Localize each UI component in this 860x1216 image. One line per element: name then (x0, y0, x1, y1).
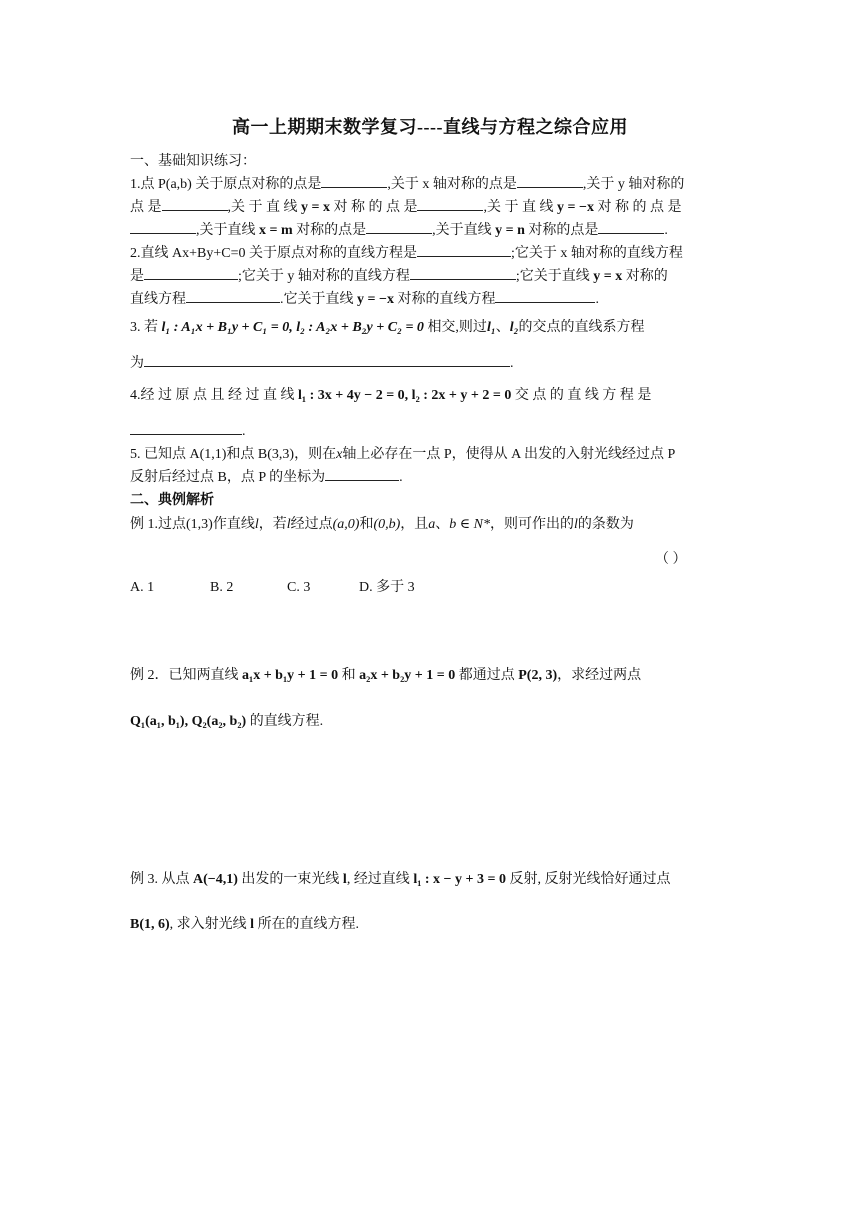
answer-blank (144, 265, 238, 280)
answer-blank (598, 219, 664, 234)
points: Q₁(a₁, b₁), Q₂(a₂, b₂) (130, 714, 247, 729)
question-4-answer: . (130, 420, 730, 443)
example-3-line-2: B(1, 6), 求入射光线 l 所在的直线方程. (130, 917, 360, 932)
section-heading-examples: 二、典例解析 (130, 493, 214, 508)
example-3: 例 3. 从点 A(−4,1) 出发的一束光线 l, 经过直线 l₁ : x − y + 3 = 0 反射, 反射光线恰好通过点 (130, 872, 671, 887)
answer-blank (130, 219, 196, 234)
equation: a₁x + b₁y + 1 = 0 (242, 668, 339, 683)
answer-blank (325, 466, 399, 481)
answer-blank (186, 288, 280, 303)
answer-blank (410, 265, 516, 280)
equation: y = n (495, 223, 525, 238)
answer-blank (321, 173, 387, 188)
equation: a₂x + b₂y + 1 = 0 (359, 668, 456, 683)
answer-blank (495, 288, 595, 303)
question-3: 3. 若 l₁ : A₁x + B₁y + C₁ = 0, l₂ : A₂x + B₂y + C₂ = 0 相交,则过l₁、l₂的交点的直线系方程 (130, 320, 645, 335)
answer-blank (162, 196, 228, 211)
equation: y = x (301, 200, 330, 215)
option-a: A. 1 (130, 580, 155, 595)
equation: y = −x (556, 200, 594, 215)
answer-blank (417, 242, 511, 257)
question-5: 5. 已知点 A(1,1)和点 B(3,3)，则在x轴上必存在一点 P，使得从 A 出发的入射光线经过点 P 反射后经过点 B，点 P 的坐标为 . (130, 447, 676, 485)
answer-blank (517, 173, 583, 188)
example-2: 例 2．已知两直线 a₁x + b₁y + 1 = 0 和 a₂x + b₂y + 1 = 0 都通过点 P(2, 3)，求经过两点 (130, 668, 642, 683)
example-1-options (130, 576, 730, 599)
question-2: 2.直线 Ax+By+C=0 关于原点对称的直线方程是 ;它关于 x 轴对称的直线方程 是 ;它关于 y 轴对称的直线方程 ;它关于直线 y = x 对称的 直线方程 .它关于直线 y = −x 对称的直线方程 . (130, 242, 730, 311)
answer-blank (366, 219, 432, 234)
equation: y = −x (357, 292, 394, 307)
answer-blank (144, 352, 510, 367)
question-3-answer: 为 . (130, 352, 730, 375)
option-c: C. 3 (287, 580, 311, 595)
point: P(2, 3) (518, 668, 558, 683)
page-title: 高一上期期末数学复习----直线与方程之综合应用 (232, 117, 628, 137)
answer-blank (417, 196, 483, 211)
option-b: B. 2 (210, 580, 234, 595)
equation: l₁ : x − y + 3 = 0 (413, 872, 506, 887)
question-1: 1.点 P(a,b) 关于原点对称的点是 ,关于 x 轴对称的点是 ,关于 y 轴对称的 点 是 ,关 于 直 线 y = x 对 称 的 点 是 ,关 于 直 线 y = −x 对 称 的 点 是 ,关于直线 x = m 对称的点是 ,关于直线 y = n 对称的点是 . (130, 173, 730, 242)
equation: x = m (259, 223, 293, 238)
answer-parentheses: （ ） (655, 552, 687, 567)
answer-blank (130, 420, 242, 435)
section-heading-basics: 一、基础知识练习： (130, 154, 256, 169)
example-2-line-2: Q₁(a₁, b₁), Q₂(a₂, b₂) 的直线方程. (130, 714, 324, 729)
question-4: 4.经 过 原 点 且 经 过 直 线 l₁ : 3x + 4y − 2 = 0, l₂ : 2x + y + 2 = 0 交 点 的 直 线 方 程 是 (130, 388, 652, 403)
example-1: 例 1.过点(1,3)作直线l，若l经过点(a,0)和(0,b)，且a、b ∈ N*，则可作出的l的条数为 (130, 517, 634, 532)
equation: l₁ : 3x + 4y − 2 = 0, l₂ : 2x + y + 2 = 0 (298, 388, 512, 403)
point: A(−4,1) (193, 872, 238, 887)
equation: l₁ : A₁x + B₁y + C₁ = 0, l₂ : A₂x + B₂y + C₂ = 0 (161, 320, 424, 335)
option-d: D. 多于 3 (359, 580, 415, 595)
point: B(1, 6) (130, 917, 170, 932)
equation: y = x (593, 269, 623, 284)
